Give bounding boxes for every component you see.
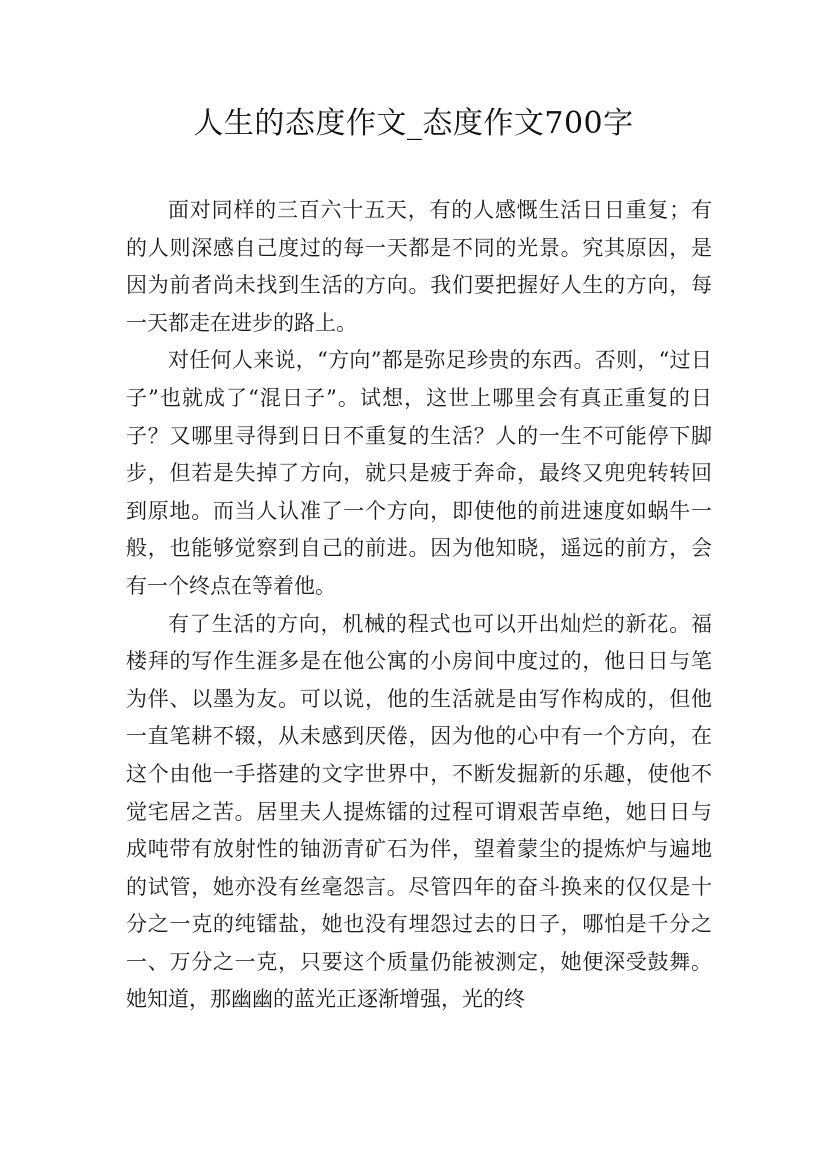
document-body	[126, 192, 712, 1019]
paragraph: 有了生活的方向，机械的程式也可以开出灿烂的新花。福楼拜的写作生涯多是在他公寓的小房间中度过的，他日日与笔为伴、以墨为友。可以说，他的生活就是由写作构成的，但他一直笔耕不辍，从未感到厌倦，因为他的心中有一个方向，在这个由他一手搭建的文字世界中，不断发掘新的乐趣，使他不觉宅居之苦。居里夫人提炼镭的过程可谓艰苦卓绝，她日日与成吨带有放射性的铀沥青矿石为伴，望着蒙尘的提炼炉与遍地的试管，她亦没有丝毫怨言。尽管四年的奋斗换来的仅仅是十分之一克的纯镭盐，她也没有埋怨过去的日子，哪怕是千分之一、万分之一克，只要这个质量仍能被测定，她便深受鼓舞。她知道，那幽幽的蓝光正逐渐增强，光的终	[126, 611, 712, 1012]
paragraph: 对任何人来说，“方向”都是弥足珍贵的东西。否则，“过日子”也就成了“混日子”。试想，这世上哪里会有真正重复的日子？又哪里寻得到日日不重复的生活？人的一生不可能停下脚步，但若是失掉了方向，就只是疲于奔命，最终又兜兜转转回到原地。而当人认准了一个方向，即使他的前进速度如蜗牛一般，也能够觉察到自己的前进。因为他知晓，遥远的前方，会有一个终点在等着他。	[126, 348, 712, 598]
paragraph: 面对同样的三百六十五天，有的人感慨生活日日重复；有的人则深感自己度过的每一天都是不同的光景。究其原因，是因为前者尚未找到生活的方向。我们要把握好人生的方向，每一天都走在进步的路上。	[126, 198, 712, 335]
document-title: 人生的态度作文_态度作文700字	[193, 106, 634, 141]
